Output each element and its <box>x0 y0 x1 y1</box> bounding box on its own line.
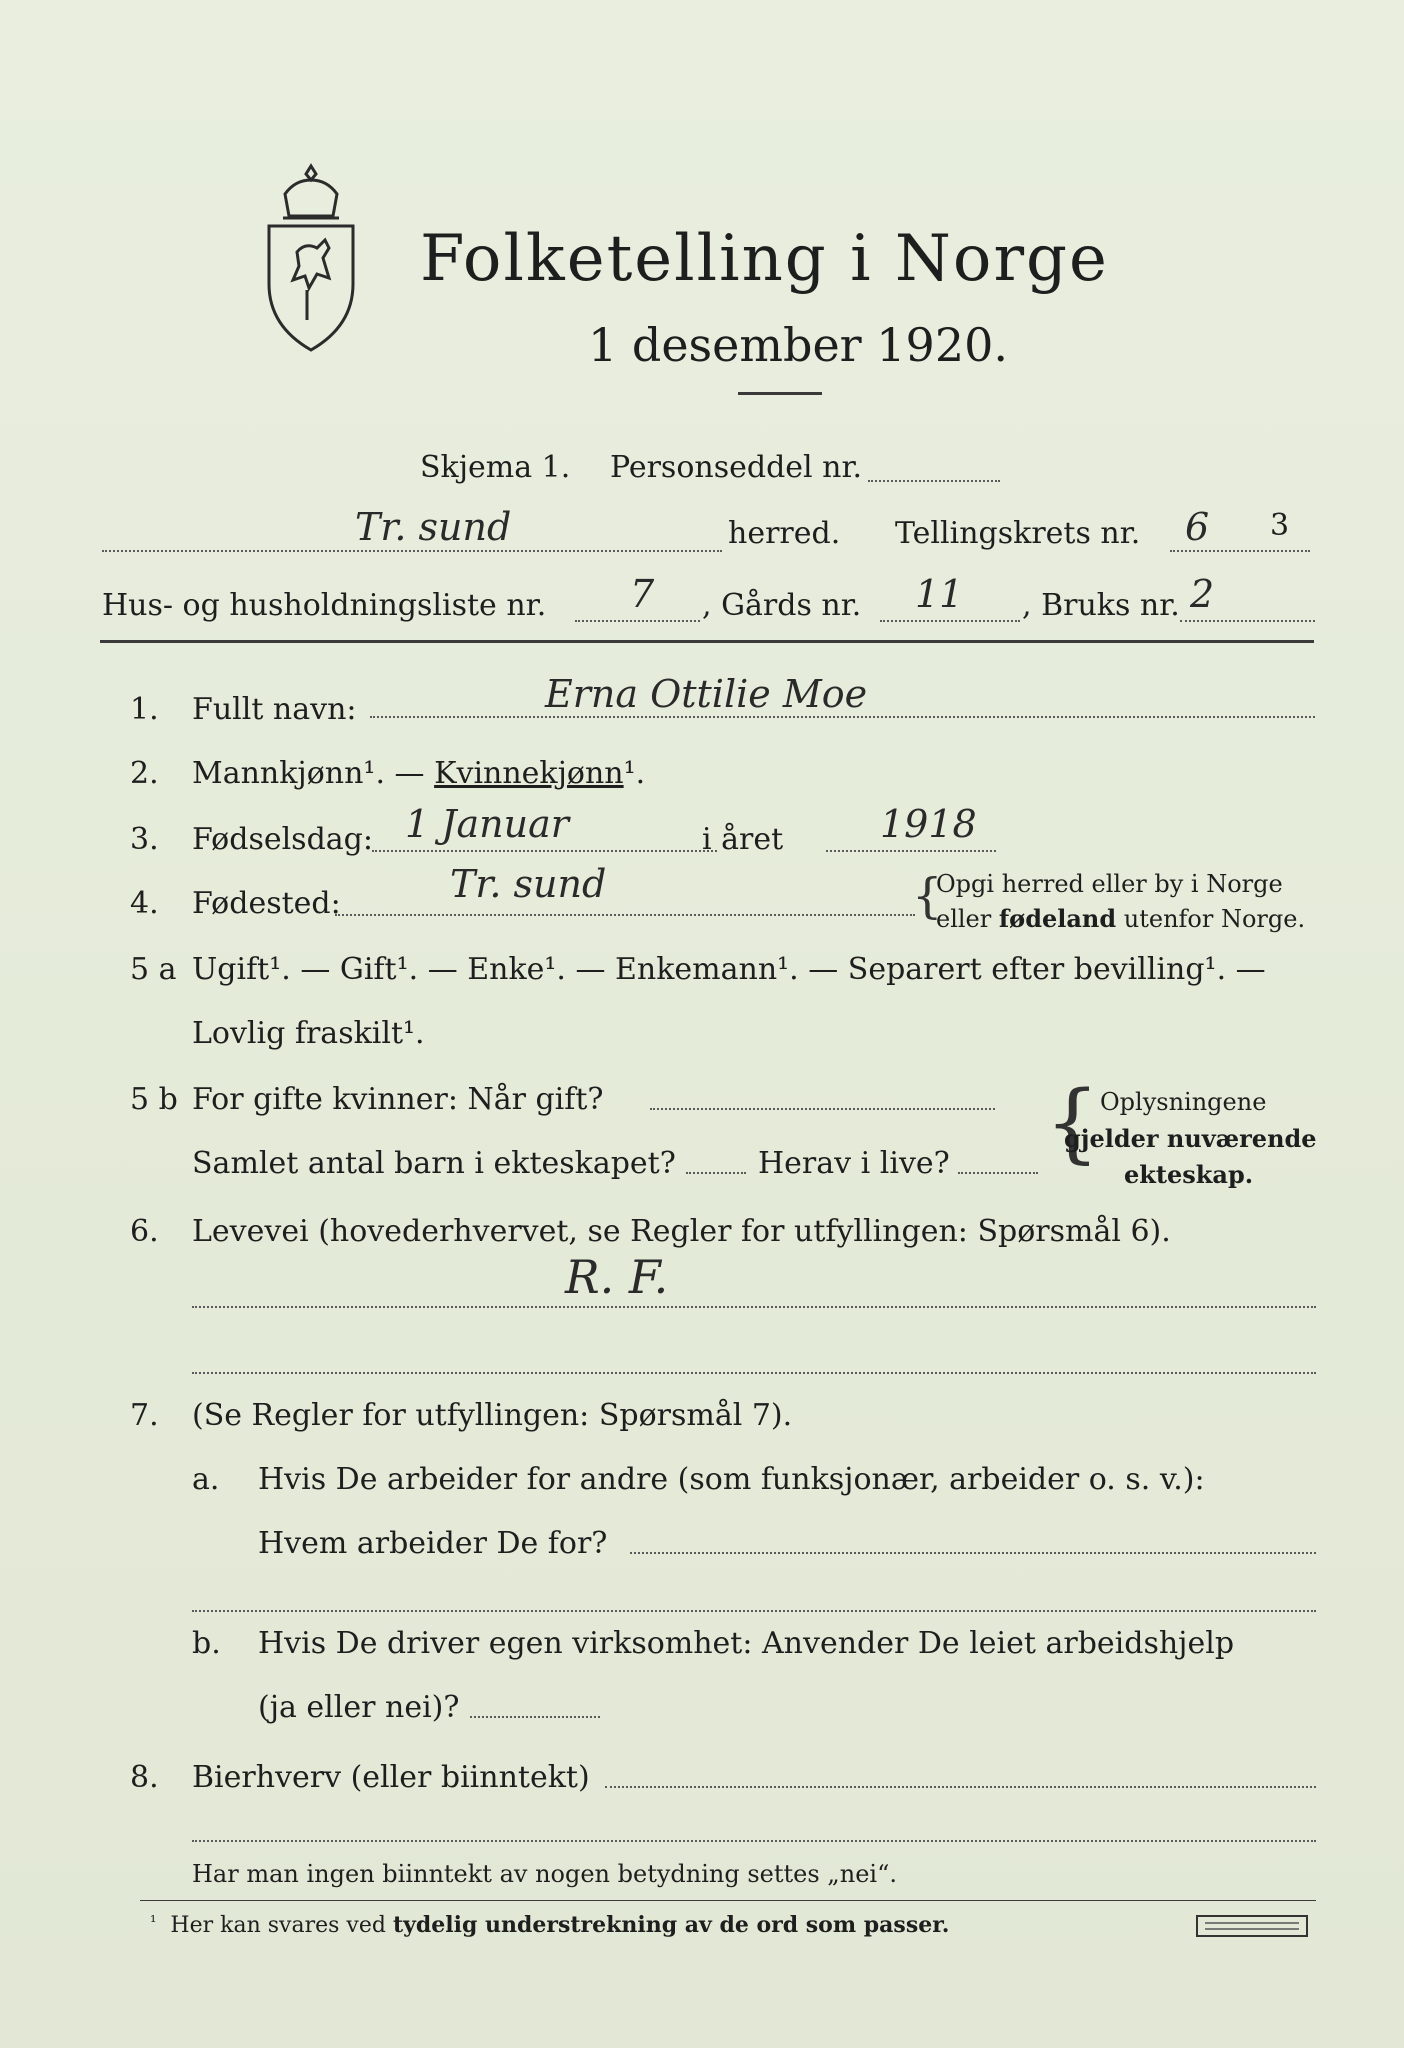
side-income-field[interactable] <box>605 1786 1316 1788</box>
q8-label: Bierhverv (eller biinntekt) <box>192 1760 590 1795</box>
q2-number: 2. <box>130 756 159 791</box>
footnote: $^{^1}$ Her kan svares ved tydelig understrekning av de ord som passer. <box>150 1912 950 1938</box>
marital-status-options[interactable]: Ugift¹. — Gift¹. — Enke¹. — Enkemann¹. — Separert efter bevilling¹. — <box>192 952 1266 987</box>
married-when-label: For gifte kvinner: Når gift? <box>192 1082 604 1117</box>
coat-of-arms-icon <box>255 160 367 360</box>
living-field[interactable] <box>958 1172 1038 1174</box>
bruks-field[interactable] <box>1180 620 1315 622</box>
gards-label: , Gårds nr. <box>702 588 862 623</box>
q7a-number: a. <box>192 1462 220 1497</box>
tellingskrets-field[interactable] <box>1170 550 1310 552</box>
q3-number: 3. <box>130 822 159 857</box>
q5b-brace: { <box>1045 1073 1100 1173</box>
side-income-field-2[interactable] <box>192 1840 1316 1842</box>
personseddel-label: Personseddel nr. <box>610 450 863 485</box>
occupation-field-2[interactable] <box>192 1372 1316 1374</box>
q2-text <box>192 756 645 791</box>
q5b-number: 5 b <box>130 1082 178 1117</box>
herred-label: herred. <box>728 516 841 551</box>
q5b-note-line2: gjelder nuværende <box>1064 1124 1317 1153</box>
q6-number: 6. <box>130 1214 159 1249</box>
employer-field-2[interactable] <box>192 1610 1316 1612</box>
birthdate-field[interactable] <box>372 850 717 852</box>
q7b-number: b. <box>192 1626 221 1661</box>
birthdate-value: 1 Januar <box>405 802 569 846</box>
hus-field[interactable] <box>575 620 700 622</box>
census-date: 1 desember 1920. <box>588 318 1008 372</box>
q4-note-line1: Opgi herred eller by i Norge <box>936 870 1283 898</box>
q1-number: 1. <box>130 692 159 727</box>
full-name-field[interactable] <box>370 716 1315 718</box>
gards-value: 11 <box>915 572 964 616</box>
q5b-note-line3: ekteskap. <box>1124 1160 1254 1189</box>
bruks-value: 2 <box>1190 572 1215 616</box>
personseddel-field[interactable] <box>868 480 1000 482</box>
form-title: Folketelling i Norge <box>420 222 1109 296</box>
title-divider <box>738 392 822 395</box>
q1-label: Fullt navn: <box>192 692 357 727</box>
hus-value: 7 <box>630 572 655 616</box>
q7-number: 7. <box>130 1398 159 1433</box>
header-divider <box>100 640 1314 643</box>
bruks-label: , Bruks nr. <box>1022 588 1180 623</box>
married-when-field[interactable] <box>650 1108 995 1110</box>
gender-male-option[interactable]: Mannkjønn¹. — <box>192 756 435 791</box>
gender-female-option[interactable]: Kvinnekjønn <box>434 756 624 791</box>
q7b-line2: (ja eller nei)? <box>258 1690 460 1725</box>
q4-number: 4. <box>130 886 159 921</box>
hired-help-field[interactable] <box>470 1716 600 1718</box>
q4-label: Fødested: <box>192 886 341 921</box>
q6-label: Levevei (hovederhvervet, se Regler for utfyllingen: Spørsmål 6). <box>192 1214 1171 1249</box>
birthplace-field[interactable] <box>335 914 915 916</box>
q5b-note-line1: Oplysningene <box>1100 1088 1267 1116</box>
tellingskrets-label: Tellingskrets nr. <box>895 516 1141 551</box>
herred-field[interactable] <box>102 550 722 552</box>
gender-footnote-mark: ¹. <box>623 756 646 791</box>
schema-label: Skjema 1. <box>420 450 571 485</box>
full-name-value: Erna Ottilie Moe <box>545 672 868 716</box>
children-field[interactable] <box>686 1172 746 1174</box>
no-income-note: Har man ingen biinntekt av nogen betydning settes „nei“. <box>192 1860 897 1888</box>
occupation-value: R. F. <box>565 1250 669 1304</box>
q7a-line1: Hvis De arbeider for andre (som funksjonær, arbeider o. s. v.): <box>258 1462 1205 1497</box>
tellingskrets-extra: 3 <box>1270 508 1290 543</box>
children-label: Samlet antal barn i ekteskapet? <box>192 1146 676 1181</box>
hus-label: Hus- og husholdningsliste nr. <box>102 588 547 623</box>
birthplace-value: Tr. sund <box>450 862 607 906</box>
employer-field[interactable] <box>630 1552 1316 1554</box>
divorced-option[interactable]: Lovlig fraskilt¹. <box>192 1016 425 1051</box>
herred-value: Tr. sund <box>355 505 512 549</box>
year-label: i året <box>702 822 784 857</box>
gards-field[interactable] <box>880 620 1020 622</box>
q7b-line1: Hvis De driver egen virksomhet: Anvender De leiet arbeidshjelp <box>258 1626 1235 1661</box>
q3-label: Fødselsdag: <box>192 822 373 857</box>
birthyear-value: 1918 <box>880 802 977 846</box>
tellingskrets-value: 6 <box>1185 505 1210 549</box>
q4-note-line2: eller fødeland utenfor Norge. <box>936 904 1306 933</box>
footnote-divider <box>140 1900 1316 1901</box>
birthyear-field[interactable] <box>826 850 996 852</box>
q5a-number: 5 a <box>130 952 177 987</box>
q7-label: (Se Regler for utfyllingen: Spørsmål 7). <box>192 1398 793 1433</box>
occupation-field[interactable] <box>192 1306 1316 1308</box>
printer-stamp-icon <box>1195 1912 1310 1942</box>
living-label: Herav i live? <box>758 1146 950 1181</box>
q8-number: 8. <box>130 1760 159 1795</box>
q4-brace: { <box>912 868 943 924</box>
q7a-line2: Hvem arbeider De for? <box>258 1526 608 1561</box>
